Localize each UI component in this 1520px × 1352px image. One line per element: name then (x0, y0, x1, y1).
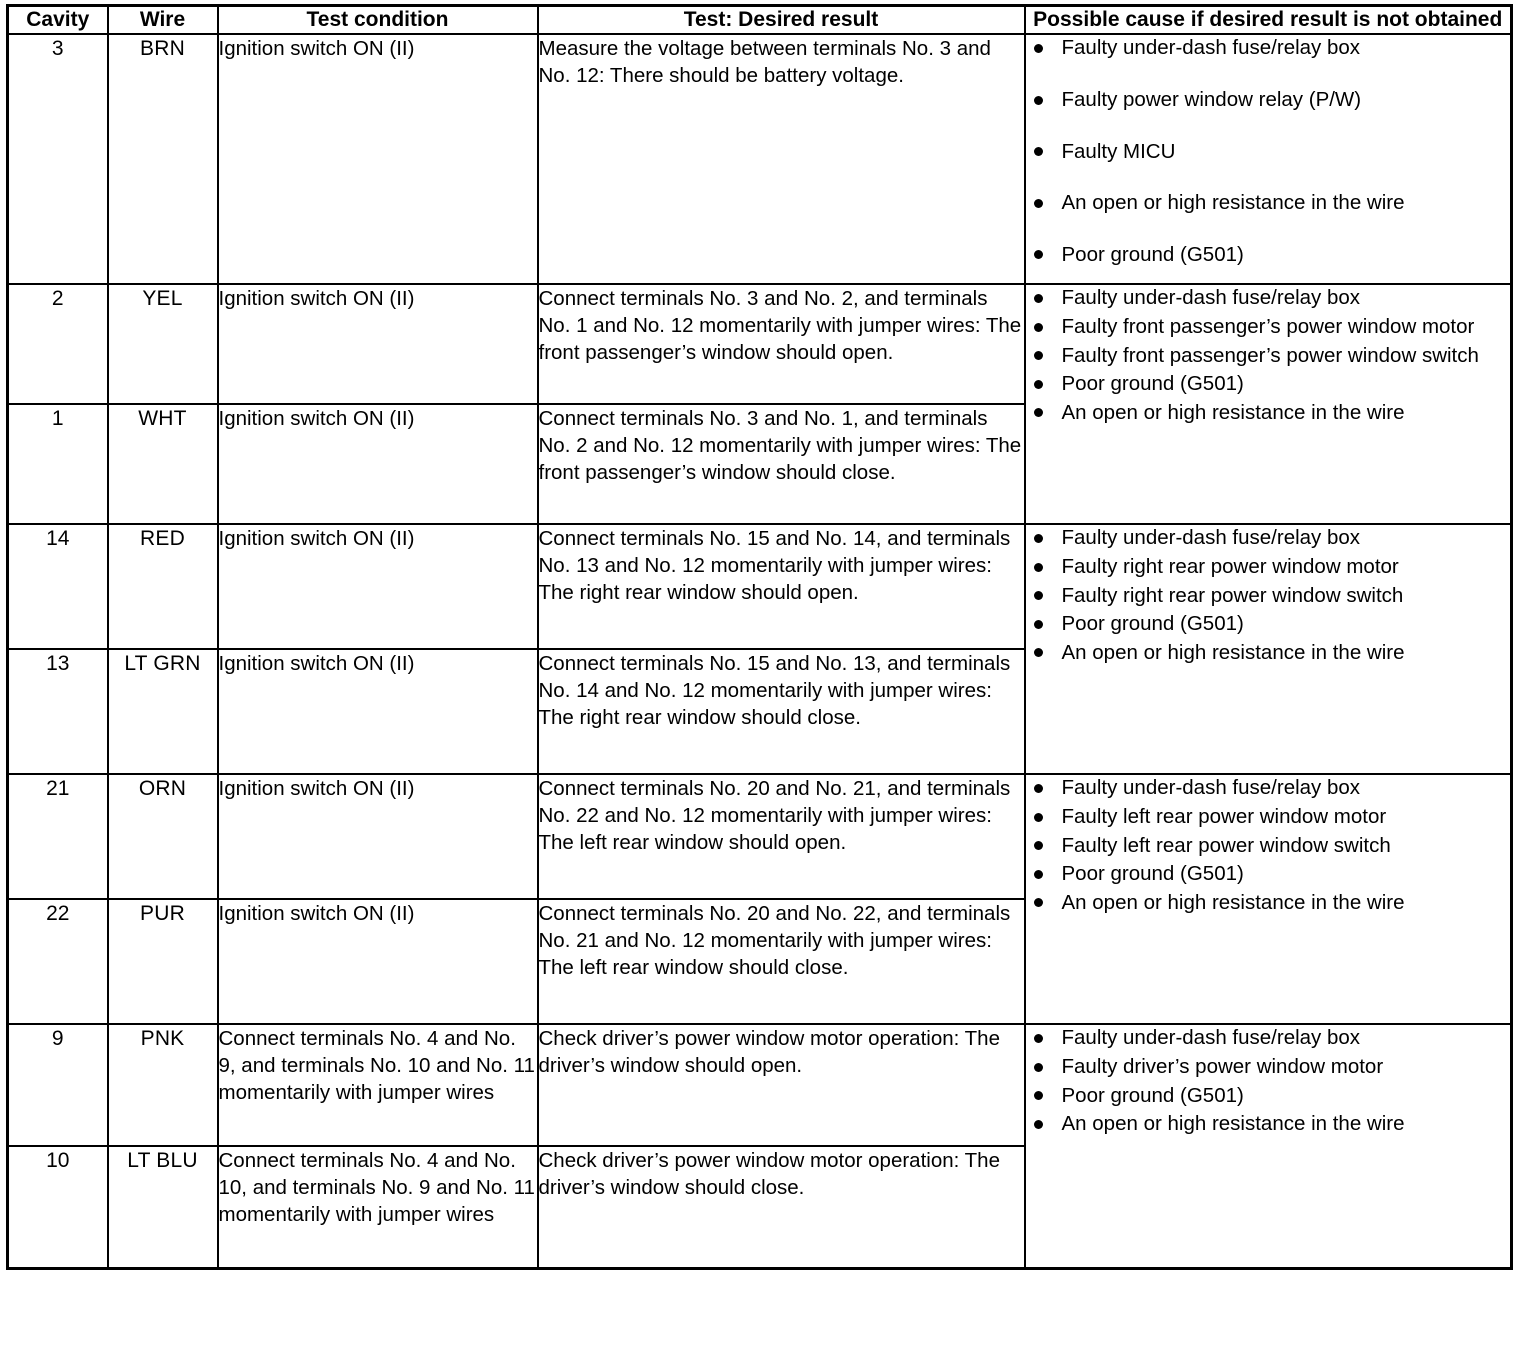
cause-text: Faulty MICU (1061, 139, 1176, 163)
bullet-icon (1034, 898, 1043, 907)
list-item (1026, 1025, 1511, 1052)
cell-test-desired-result: Check driver’s power window motor operation: The driver’s window should close. (538, 1146, 1025, 1268)
cause-list (1026, 775, 1511, 916)
table-row (8, 1024, 1512, 1146)
list-item (1026, 583, 1511, 610)
cell-wire: WHT (108, 404, 218, 524)
list-item (1026, 525, 1511, 552)
cause-text: Faulty left rear power window switch (1061, 833, 1391, 857)
cell-cavity: 21 (8, 774, 108, 899)
cause-text: Faulty left rear power window motor (1061, 804, 1387, 828)
cell-possible-cause (1025, 34, 1512, 284)
bullet-icon (1034, 1034, 1043, 1043)
bullet-icon (1034, 591, 1043, 600)
cause-text: Poor ground (G501) (1061, 1083, 1244, 1107)
cell-test-desired-result: Connect terminals No. 15 and No. 14, and terminals No. 13 and No. 12 momentarily with jumper wires: The right rear window should open. (538, 524, 1025, 649)
bullet-icon (1034, 870, 1043, 879)
bullet-icon (1034, 250, 1043, 259)
cell-possible-cause (1025, 524, 1512, 774)
cell-test-desired-result: Connect terminals No. 3 and No. 1, and terminals No. 2 and No. 12 momentarily with jumper wires: The front passenger’s window should close. (538, 404, 1025, 524)
table-header (8, 6, 1512, 35)
bullet-icon (1034, 147, 1043, 156)
cell-cavity: 2 (8, 284, 108, 404)
list-item (1026, 775, 1511, 802)
list-item (1026, 640, 1511, 667)
cell-test-desired-result: Connect terminals No. 20 and No. 22, and terminals No. 21 and No. 12 momentarily with jumper wires: The left rear window should close. (538, 899, 1025, 1024)
list-item (1026, 87, 1511, 114)
cause-text: An open or high resistance in the wire (1061, 400, 1405, 424)
cause-text: Faulty driver’s power window motor (1061, 1054, 1384, 1078)
bullet-icon (1034, 813, 1043, 822)
cell-test-desired-result: Check driver’s power window motor operation: The driver’s window should open. (538, 1024, 1025, 1146)
bullet-icon (1034, 534, 1043, 543)
list-item (1026, 371, 1511, 398)
cause-text: Faulty right rear power window motor (1061, 554, 1399, 578)
list-item (1026, 139, 1511, 166)
cause-text: Faulty under-dash fuse/relay box (1061, 286, 1361, 310)
header-wire: Wire (108, 6, 218, 35)
cell-cavity: 13 (8, 649, 108, 774)
list-item (1026, 35, 1511, 62)
table-body (8, 34, 1512, 1268)
list-item (1026, 343, 1511, 370)
bullet-icon (1034, 1063, 1043, 1072)
list-item (1026, 554, 1511, 581)
list-item (1026, 1054, 1511, 1081)
cause-list (1026, 1025, 1511, 1138)
bullet-icon (1034, 96, 1043, 105)
cause-text: Faulty under-dash fuse/relay box (1061, 36, 1361, 60)
power-window-test-table (6, 4, 1513, 1270)
table-row (8, 34, 1512, 284)
cause-text: Poor ground (G501) (1061, 372, 1244, 396)
cell-wire: YEL (108, 284, 218, 404)
cell-possible-cause (1025, 1024, 1512, 1268)
cell-test-condition: Ignition switch ON (II) (218, 284, 538, 404)
cause-text: Poor ground (G501) (1061, 862, 1244, 886)
table-header-row (8, 6, 1512, 35)
bullet-icon (1034, 1091, 1043, 1100)
bullet-icon (1034, 1120, 1043, 1129)
cause-text: Faulty under-dash fuse/relay box (1061, 526, 1361, 550)
bullet-icon (1034, 380, 1043, 389)
cell-test-condition: Connect terminals No. 4 and No. 10, and terminals No. 9 and No. 11 momentarily with jumper wires (218, 1146, 538, 1268)
list-item (1026, 1083, 1511, 1110)
cause-text: Poor ground (G501) (1061, 612, 1244, 636)
list-item (1026, 833, 1511, 860)
cell-cavity: 22 (8, 899, 108, 1024)
cell-wire: BRN (108, 34, 218, 284)
cause-text: Poor ground (G501) (1061, 242, 1244, 266)
cell-wire: PNK (108, 1024, 218, 1146)
bullet-icon (1034, 841, 1043, 850)
bullet-icon (1034, 408, 1043, 417)
cell-test-condition: Ignition switch ON (II) (218, 649, 538, 774)
cell-wire: ORN (108, 774, 218, 899)
header-test-condition: Test condition (218, 6, 538, 35)
cause-text: Faulty power window relay (P/W) (1061, 87, 1362, 111)
header-test-desired-result: Test: Desired result (538, 6, 1025, 35)
cell-possible-cause (1025, 774, 1512, 1024)
bullet-icon (1034, 784, 1043, 793)
cause-text: An open or high resistance in the wire (1061, 640, 1405, 664)
cell-cavity: 9 (8, 1024, 108, 1146)
cell-test-condition: Ignition switch ON (II) (218, 34, 538, 284)
header-cavity: Cavity (8, 6, 108, 35)
cell-test-desired-result: Measure the voltage between terminals No. 3 and No. 12: There should be battery voltage. (538, 34, 1025, 284)
cause-text: An open or high resistance in the wire (1061, 890, 1405, 914)
cell-cavity: 10 (8, 1146, 108, 1268)
bullet-icon (1034, 351, 1043, 360)
bullet-icon (1034, 620, 1043, 629)
list-item (1026, 314, 1511, 341)
cause-text: Faulty under-dash fuse/relay box (1061, 1026, 1361, 1050)
bullet-icon (1034, 323, 1043, 332)
cell-test-condition: Ignition switch ON (II) (218, 899, 538, 1024)
cause-text: Faulty under-dash fuse/relay box (1061, 776, 1361, 800)
bullet-icon (1034, 199, 1043, 208)
bullet-icon (1034, 648, 1043, 657)
cell-cavity: 1 (8, 404, 108, 524)
cell-cavity: 3 (8, 34, 108, 284)
cell-wire: LT BLU (108, 1146, 218, 1268)
bullet-icon (1034, 294, 1043, 303)
table-row (8, 774, 1512, 899)
cause-text: Faulty right rear power window switch (1061, 583, 1404, 607)
cell-wire: PUR (108, 899, 218, 1024)
table-row (8, 524, 1512, 649)
cell-test-desired-result: Connect terminals No. 3 and No. 2, and terminals No. 1 and No. 12 momentarily with jumper wires: The front passenger’s window should open. (538, 284, 1025, 404)
cause-text: An open or high resistance in the wire (1061, 191, 1405, 215)
cell-test-condition: Ignition switch ON (II) (218, 524, 538, 649)
list-item (1026, 861, 1511, 888)
cell-wire: LT GRN (108, 649, 218, 774)
list-item (1026, 890, 1511, 917)
cause-text: Faulty front passenger’s power window switch (1061, 343, 1479, 367)
table-row (8, 284, 1512, 404)
cause-text: An open or high resistance in the wire (1061, 1112, 1405, 1136)
header-possible-cause: Possible cause if desired result is not obtained (1025, 6, 1512, 35)
cell-test-desired-result: Connect terminals No. 15 and No. 13, and terminals No. 14 and No. 12 momentarily with jumper wires: The right rear window should close. (538, 649, 1025, 774)
cause-list (1026, 525, 1511, 666)
cause-text: Faulty front passenger’s power window motor (1061, 314, 1475, 338)
cause-list (1026, 285, 1511, 426)
list-item (1026, 1111, 1511, 1138)
list-item (1026, 190, 1511, 217)
cell-test-condition: Connect terminals No. 4 and No. 9, and terminals No. 10 and No. 11 momentarily with jumper wires (218, 1024, 538, 1146)
cell-possible-cause (1025, 284, 1512, 524)
bullet-icon (1034, 563, 1043, 572)
cell-test-condition: Ignition switch ON (II) (218, 404, 538, 524)
cell-wire: RED (108, 524, 218, 649)
cause-list (1026, 35, 1511, 268)
cell-test-condition: Ignition switch ON (II) (218, 774, 538, 899)
cell-test-desired-result: Connect terminals No. 20 and No. 21, and terminals No. 22 and No. 12 momentarily with jumper wires: The left rear window should open. (538, 774, 1025, 899)
list-item (1026, 242, 1511, 269)
list-item (1026, 611, 1511, 638)
cell-cavity: 14 (8, 524, 108, 649)
list-item (1026, 285, 1511, 312)
list-item (1026, 804, 1511, 831)
list-item (1026, 400, 1511, 427)
bullet-icon (1034, 44, 1043, 53)
